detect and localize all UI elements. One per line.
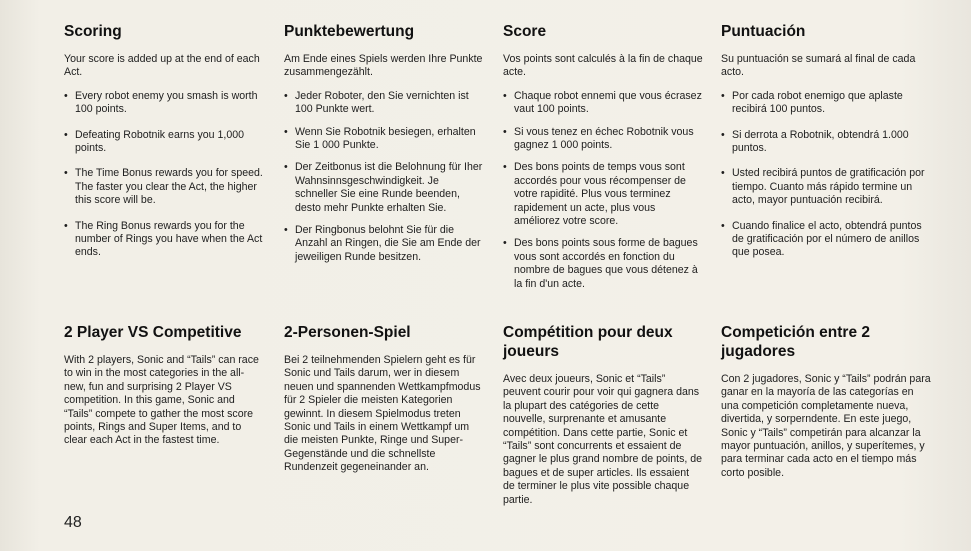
list-item: • Si derrota a Robotnik, obtendrá 1.000 puntos. — [721, 129, 931, 156]
section-scoring-es — [721, 22, 931, 272]
list-item: • Defeating Robotnik earns you 1,000 points. — [64, 129, 264, 156]
section-scoring-de — [284, 22, 484, 273]
list-item: • Der Ringbonus belohnt Sie für die Anzahl an Ringen, die Sie am Ende der jeweiligen Runde besitzen. — [284, 224, 484, 264]
list-item: • Wenn Sie Robotnik besiegen, erhalten Sie 1 000 Punkte. — [284, 126, 484, 153]
section-vs-es — [721, 323, 931, 490]
section-vs-en — [64, 323, 264, 458]
heading-vs-de: 2-Personen-Spiel — [284, 324, 411, 341]
heading-scoring-fr: Score — [503, 23, 547, 40]
heading-scoring-de: Punktebewertung — [284, 23, 415, 40]
heading-vs-en: 2 Player VS Competitive — [64, 324, 242, 341]
heading-vs-fr: Compétition pour deux joueurs — [503, 324, 673, 360]
list-item: • The Time Bonus rewards you for speed. The faster you clear the Act, the higher this score will be. — [64, 167, 264, 207]
body-vs-fr: Avec deux joueurs, Sonic et “Tails” peuvent courir pour voir qui gagnera dans la plupart des catégories de cette nouvelle, surprenante et amusante compétition. Dans cette partie, Sonic et “Tails” sont concurrents et essaient de gagner le plus grand nombre de points, de bagues et de super articles. Ils essaient de terminer le plus vite possible chaque partie. — [503, 373, 703, 506]
section-scoring-fr — [503, 22, 703, 300]
heading-vs-es: Competición entre 2 jugadores — [721, 324, 870, 360]
section-scoring-en — [64, 22, 264, 272]
list-item: • Usted recibirá puntos de gratificación por tiempo. Cuanto más rápido termine un acto, mayor puntuación recibirá. — [721, 167, 931, 207]
list-item: • Jeder Roboter, den Sie vernichten ist 100 Punkte wert. — [284, 90, 484, 117]
body-vs-de: Bei 2 teilnehmenden Spielern geht es für Sonic und Tails darum, wer in diesem neuen und spannenden Wettkampfmodus für 2 Spieler die meisten Kategorien gewinnt. In diesem Spielmodus treten Sonic und Tails in einem Wettkampf um die meisten Punkte, Ringe und Super-Gegenstände und die schnellste Rundenzeit gegeneinander an. — [284, 354, 481, 474]
list-item: • The Ring Bonus rewards you for the number of Rings you have when the Act ends. — [64, 220, 264, 260]
body-vs-en: With 2 players, Sonic and “Tails” can race to win in the most categories in the all-new, fun and surprising 2 Player VS competition. In this game, Sonic and “Tails” compete to gather the most score points, Rings and Super Items, and to clear each Act in the fastest time. — [64, 354, 259, 447]
section-vs-de — [284, 323, 484, 485]
bullet-list-scoring-en — [64, 90, 264, 260]
list-item: • Por cada robot enemigo que aplaste recibirá 100 puntos. — [721, 90, 931, 117]
list-item: • Si vous tenez en échec Robotnik vous gagnez 1 000 points. — [503, 126, 703, 153]
list-item: • Every robot enemy you smash is worth 100 points. — [64, 90, 264, 117]
bullet-list-scoring-fr — [503, 90, 703, 291]
intro-scoring-fr: Vos points sont calculés à la fin de chaque acte. — [503, 53, 703, 79]
list-item: • Cuando finalice el acto, obtendrá puntos de gratificación por el número de anillos que posea. — [721, 220, 931, 260]
intro-scoring-es: Su puntuación se sumará al final de cada acto. — [721, 53, 916, 79]
heading-scoring-es: Puntuación — [721, 23, 806, 40]
list-item: • Des bons points sous forme de bagues vous sont accordés en fonction du nombre de bagues que vous détenez à la fin d'un acte. — [503, 237, 703, 291]
intro-scoring-en: Your score is added up at the end of each Act. — [64, 53, 260, 79]
section-vs-fr — [503, 323, 703, 517]
bullet-list-scoring-de — [284, 90, 484, 264]
list-item: • Des bons points de temps vous sont accordés pour vous récompenser de votre rapidité. Plus vous terminez rapidement un acte, plus vous améliorez votre score. — [503, 161, 703, 228]
page-number: 48 — [64, 514, 82, 531]
list-item: • Chaque robot ennemi que vous écrasez vaut 100 points. — [503, 90, 703, 117]
body-vs-es: Con 2 jugadores, Sonic y “Tails” podrán para ganar en la mayoría de las categorías en una competición completamente nueva, divertida, y sorperndente. En este juego, Sonic y “Tails” competirán para alcanzar la mayor puntuación, anillos, y superítemes, y para terminar cada acto en el tiempo más corto posible. — [721, 373, 931, 479]
list-item: • Der Zeitbonus ist die Belohnung für Iher Wahnsinnsgeschwindigkeit. Je schneller Sie eine Runde beenden, desto mehr Punkte erhalten Sie. — [284, 161, 484, 215]
intro-scoring-de: Am Ende eines Spiels werden Ihre Punkte zusammengezählt. — [284, 53, 483, 79]
heading-scoring-en: Scoring — [64, 23, 122, 40]
bullet-list-scoring-es — [721, 90, 931, 260]
